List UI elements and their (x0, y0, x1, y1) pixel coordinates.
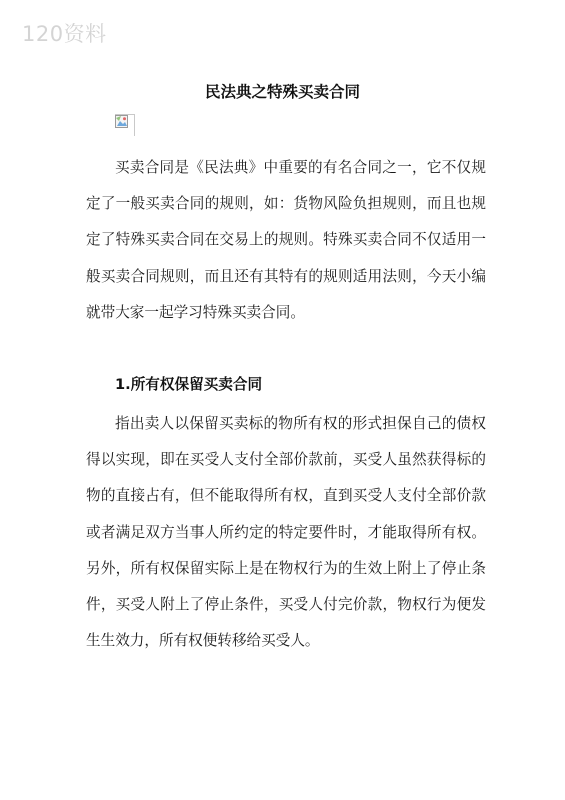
intro-paragraph: 买卖合同是《民法典》中重要的有名合同之一，它不仅规定了一般买卖合同的规则，如：货物风险负担规则，而且也规定了特殊买卖合同在交易上的规则。特殊买卖合同不仅适用一般买卖合同规则，而且还有其特有的规则适用法则，今天小编就带大家一起学习特殊买卖合同。 (86, 159, 486, 321)
watermark: 120资料 (22, 22, 107, 46)
section-paragraph: 指出卖人以保留买卖标的物所有权的形式担保自己的债权得以实现，即在买受人支付全部价款前，买受人虽然获得标的物的直接占有，但不能取得所有权，直到买受人支付全部价款或者满足双方当事人所约定的特定要件时，才能取得所有权。另外，所有权保留实际上是在物权行为的生效上附上了停止条件，买受人附上了停止条件，买受人付完价款，物权行为便发生生效力，所有权便转移给买受人。 (86, 415, 486, 650)
document-title: 民法典之特殊买卖合同 (204, 83, 360, 101)
section-heading: 1.所有权保留买卖合同 (115, 376, 263, 393)
broken-image-icon (115, 114, 135, 136)
